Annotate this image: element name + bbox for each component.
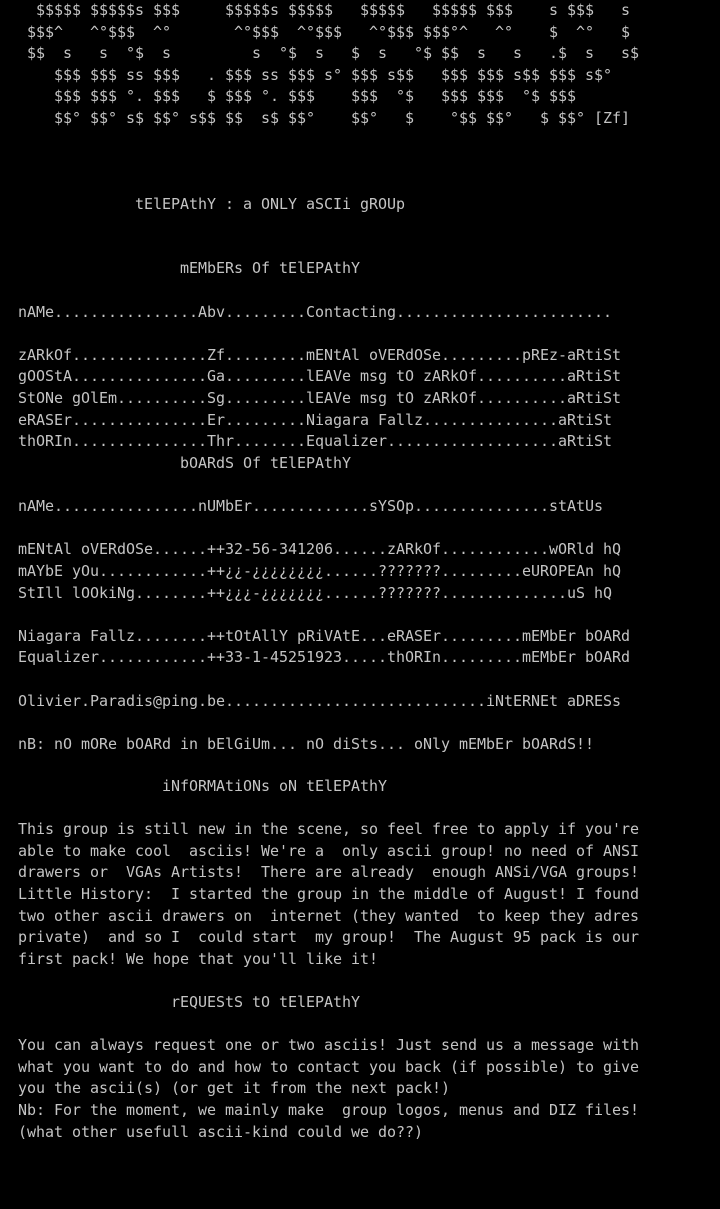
- members-section: tElEPAthY : a ONLY aSCIi gROUp mEMbERs Of tElEPAthY nAMe................Abv.........Contacting........................ zARkOf...............Zf.........mENtAl oVERdOSe.........pREz-aRtiSt gOOStA...............Ga.........lEAVe msg tO zARkOf..........aRtiSt StONe gOlEm..........Sg.........lEAVe msg tO zARkOf..........aRtiSt eRASEr...............Er.........Niagara Fallz...............aRtiSt thORIn...............Thr........Equalizer...................aRtiSt: [18, 194, 622, 451]
- informations-section: iNfORMAtiONs oN tElEPAthY This group is still new in the scene, so feel free to apply if you're able to make cool asciis! We're a only ascii group! no need of ANSI drawers or VGAs Artists! There are already enough ANSi/VGA groups! Little History: I started the group in the middle of August! I found two other ascii drawers on internet (they wanted to keep they adres private) and so I could start my group! The August 95 pack is our first pack! We hope that you'll like it!: [18, 777, 640, 968]
- boards-section: bOARdS Of tElEPAthY nAMe................nUMbEr.............sYSOp...............stAtUs mENtAl oVERdOSe......++32-56-341206......zARkOf............wORld hQ mAYbE yOu............++¿¿-¿¿¿¿¿¿¿¿......???????.........eUROPEAn hQ StIll lOOkiNg........++¿¿¿-¿¿¿¿¿¿¿......???????..............uS hQ Niagara Fallz........++tOtAllY pRiVAtE...eRASEr.........mEMbEr bOARd Equalizer............++33-1-45251923.....thORIn.........mEMbEr bOARd Olivier.Paradis@ping.be.............................iNtERNEt aDRESs nB: nO mORe bOARd in bElGiUm... nO diSts... oNly mEMbEr bOARdS!!: [18, 454, 631, 753]
- requests-section: rEQUEStS tO tElEPAthY You can always request one or two asciis! Just send us a message with what you want to do and how to contact you back (if possible) to give you the ascii(s) (or get it from the next pack!) Nb: For the moment, we mainly make group logos, menus and DIZ files! (what other usefull ascii-kind could we do??): [18, 993, 640, 1141]
- ascii-logo: $$$$$ $$$$$s $$$ $$$$$s $$$$$ $$$$$ $$$$$ $$$ s $$$ s $$$^ ^°$$$ ^° ^°$$$ ^°$$$ ^°$$$ $$$°^ ^° $ ^° $ $$ s s °$ s s °$ s $ s °$ $$ s s .$ s s$ $$$ $$$ ss $$$ . $$$ ss $$$ s° $$$ s$$ $$$ $$$ s$$ $$$ s$° $$$ $$$ °. $$$ $ $$$ °. $$$ $$$ °$ $$$ $$$ °$ $$$ $$° $$° s$ $$° s$$ $$ s$ $$° $$° $ °$$ $$° $ $$° [Zf]: [27, 1, 640, 127]
